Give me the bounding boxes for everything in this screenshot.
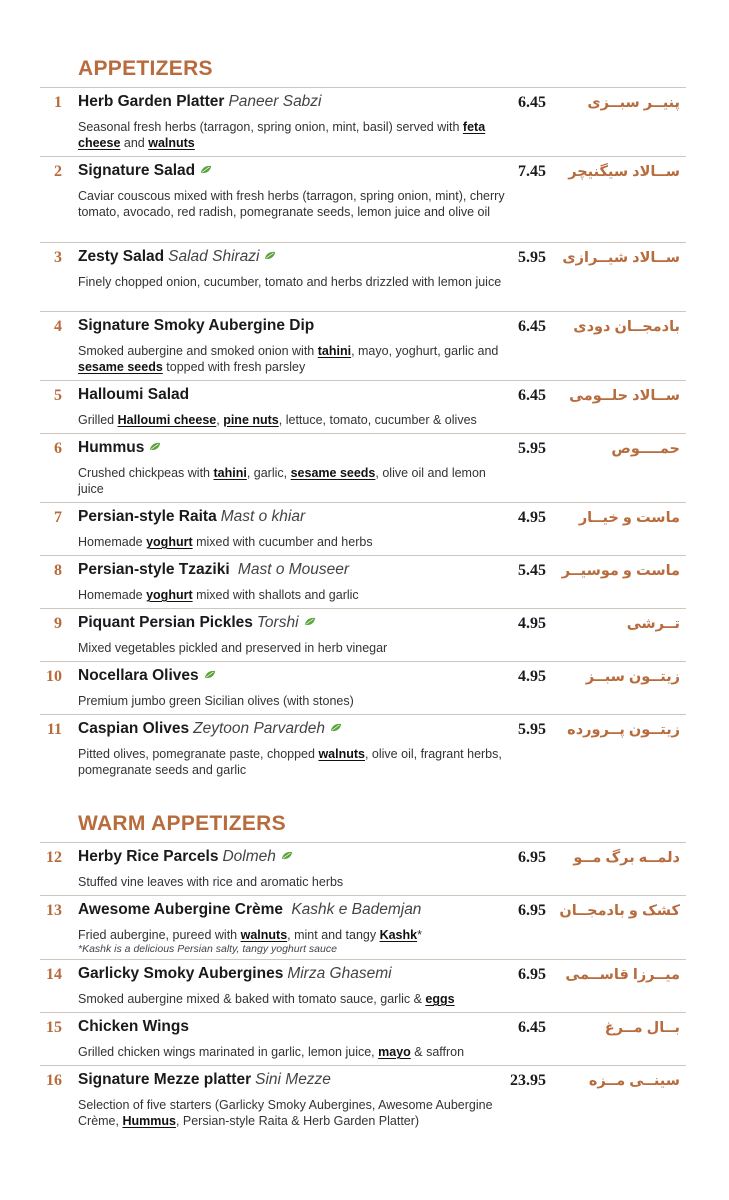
item-name: Garlicky Smoky Aubergines (78, 965, 284, 982)
item-number: 1 (54, 94, 62, 111)
item-name: Piquant Persian Pickles (78, 614, 253, 631)
item-title (78, 561, 349, 579)
description-text: Premium jumbo green Sicilian olives (with stones) (78, 694, 354, 708)
menu-item (40, 895, 686, 959)
item-price: 6.45 (518, 387, 546, 404)
menu-item (40, 842, 686, 895)
description-text: mixed with cucumber and herbs (192, 535, 373, 549)
item-title (78, 162, 212, 180)
menu-item (40, 242, 686, 311)
description-text: Crushed chickpeas with (78, 466, 214, 480)
item-farsi-name: ماست و خیــار (578, 510, 680, 526)
allergen-highlight: walnuts (148, 136, 195, 150)
item-number: 16 (46, 1072, 62, 1089)
item-title (78, 965, 392, 983)
item-title (78, 848, 293, 866)
item-persian-name: Dolmeh (222, 848, 276, 865)
vegetarian-leaf-icon (304, 617, 316, 626)
item-farsi-name: حمــــوص (611, 441, 680, 457)
item-price: 5.95 (518, 721, 546, 738)
description-text: Caviar couscous mixed with fresh herbs (tarragon, spring onion, mint), cherry tomato, avocado, red radish, pomegranate seeds, lemon juice and olive oil (78, 189, 505, 219)
item-persian-name: Mast o khiar (220, 508, 306, 525)
item-number: 5 (54, 387, 62, 404)
description-text: , mayo, yoghurt, garlic and (351, 344, 499, 358)
item-title (78, 1018, 189, 1036)
description-text: and (120, 136, 149, 150)
description-text: Smoked aubergine and smoked onion with (78, 344, 318, 358)
menu-item (40, 156, 686, 242)
item-number: 9 (54, 615, 62, 632)
allergen-highlight: Kashk (379, 928, 418, 942)
description-text: Seasonal fresh herbs (tarragon, spring onion, mint, basil) served with (78, 120, 463, 134)
item-name: Chicken Wings (78, 1018, 189, 1035)
item-price: 6.95 (518, 966, 546, 983)
description-text: Grilled chicken wings marinated in garlic, lemon juice, (78, 1045, 379, 1059)
item-number: 13 (46, 902, 62, 919)
item-name: Nocellara Olives (78, 667, 199, 684)
item-number: 10 (46, 668, 62, 685)
item-name: Herb Garden Platter (78, 93, 225, 110)
item-price: 5.95 (518, 440, 546, 457)
allergen-highlight: sesame seeds (78, 360, 163, 374)
menu-item (40, 1065, 686, 1128)
allergen-highlight: yoghurt (146, 535, 193, 549)
allergen-highlight: walnuts (318, 747, 365, 761)
allergen-highlight: tahini (213, 466, 247, 480)
item-price: 5.95 (518, 249, 546, 266)
item-farsi-name: تــرشی (626, 616, 680, 632)
item-name: Herby Rice Parcels (78, 848, 219, 865)
item-name: Persian-style Tzaziki (78, 561, 230, 578)
vegetarian-leaf-icon (264, 251, 276, 260)
item-persian-name: Sini Mezze (255, 1071, 331, 1088)
appetizers-list (40, 87, 686, 787)
item-price: 6.95 (518, 902, 546, 919)
item-description (78, 587, 508, 603)
allergen-highlight: yoghurt (146, 588, 193, 602)
item-farsi-name: بادمجــان دودی (573, 319, 680, 335)
item-persian-name: Paneer Sabzi (228, 93, 322, 110)
item-price: 6.45 (518, 318, 546, 335)
vegetarian-leaf-icon (200, 165, 212, 174)
item-number: 2 (54, 163, 62, 180)
item-description (78, 119, 508, 151)
item-number: 6 (54, 440, 62, 457)
item-persian-name: Mast o Mouseer (233, 561, 350, 578)
item-persian-name: Torshi (256, 614, 299, 631)
description-text: Smoked aubergine mixed & baked with tomato sauce, garlic & (78, 992, 426, 1006)
item-price: 6.45 (518, 1019, 546, 1036)
description-text: Mixed vegetables pickled and preserved in herb vinegar (78, 641, 388, 655)
description-text: Homemade (78, 588, 147, 602)
item-farsi-name: ســالاد سیگنیچر (568, 164, 680, 180)
allergen-highlight: mayo (378, 1045, 411, 1059)
allergen-highlight: pine nuts (223, 413, 279, 427)
item-farsi-name: زیتــون سبــز (585, 669, 680, 685)
description-text: Fried aubergine, pureed with (78, 928, 241, 942)
item-description (78, 746, 508, 778)
vegetarian-leaf-icon (281, 851, 293, 860)
item-price: 7.45 (518, 163, 546, 180)
allergen-highlight: Hummus (122, 1114, 176, 1128)
item-number: 11 (46, 721, 62, 738)
description-text: , garlic, (246, 466, 291, 480)
item-price: 4.95 (518, 615, 546, 632)
menu-item (40, 661, 686, 714)
item-description (78, 1044, 508, 1060)
item-farsi-name: زیتــون پــرورده (567, 722, 680, 738)
allergen-highlight: walnuts (240, 928, 288, 942)
item-persian-name: Salad Shirazi (168, 248, 260, 265)
vegetarian-leaf-icon (149, 442, 161, 451)
item-farsi-name: ســالاد شیــرازی (562, 250, 680, 266)
description-text: , Persian-style Raita & Herb Garden Platter) (175, 1114, 420, 1128)
vegetarian-leaf-icon (204, 670, 216, 679)
description-text: , lettuce, tomato, cucumber & olives (278, 413, 477, 427)
item-farsi-name: سینــی مــزه (588, 1073, 680, 1089)
section-title-appetizers: APPETIZERS (78, 57, 213, 80)
description-text: mixed with shallots and garlic (192, 588, 359, 602)
item-title (78, 248, 276, 266)
item-title (78, 386, 189, 404)
item-farsi-name: ســالاد حلــومی (569, 388, 680, 404)
item-price: 4.95 (518, 509, 546, 526)
item-number: 7 (54, 509, 62, 526)
item-price: 5.45 (518, 562, 546, 579)
item-description (78, 693, 508, 709)
allergen-highlight: Halloumi cheese (117, 413, 217, 427)
item-description (78, 534, 508, 550)
description-text: Pitted olives, pomegranate paste, chopped (78, 747, 319, 761)
menu-item (40, 502, 686, 555)
item-description (78, 927, 508, 955)
item-name: Hummus (78, 439, 145, 456)
description-text: Grilled (78, 413, 118, 427)
item-description (78, 991, 508, 1007)
allergen-highlight: eggs (425, 992, 455, 1006)
item-title (78, 439, 161, 457)
item-description (78, 874, 508, 890)
item-name: Awesome Aubergine Crème (78, 901, 284, 918)
item-description (78, 274, 508, 290)
menu-item (40, 87, 686, 156)
allergen-highlight: feta cheese (78, 120, 486, 150)
item-number: 14 (46, 966, 62, 983)
description-text: Selection of five starters (Garlicky Smoky Aubergines, Awesome Aubergine Crème, (78, 1098, 493, 1128)
item-description (78, 188, 508, 220)
description-text: Finely chopped onion, cucumber, tomato and herbs drizzled with lemon juice (78, 275, 502, 289)
item-name: Signature Salad (78, 162, 196, 179)
item-title (78, 1071, 331, 1089)
item-price: 6.45 (518, 94, 546, 111)
menu-item (40, 1012, 686, 1065)
allergen-highlight: tahini (317, 344, 352, 358)
item-name: Caspian Olives (78, 720, 190, 737)
section-title-warm-appetizers: WARM APPETIZERS (78, 812, 286, 835)
item-farsi-name: کشک و بادمجــان (559, 903, 680, 919)
item-name: Persian-style Raita (78, 508, 217, 525)
item-farsi-name: دلمــه برگ مــو (573, 850, 680, 866)
allergen-highlight: sesame seeds (290, 466, 376, 480)
menu-item (40, 555, 686, 608)
item-name: Zesty Salad (78, 248, 165, 265)
item-price: 4.95 (518, 668, 546, 685)
warm-appetizers-list (40, 842, 686, 1128)
item-title (78, 614, 316, 632)
item-name: Signature Smoky Aubergine Dip (78, 317, 315, 334)
menu-item (40, 433, 686, 502)
description-text: & saffron (410, 1045, 465, 1059)
menu-item (40, 714, 686, 787)
item-price: 23.95 (510, 1072, 546, 1089)
item-title (78, 667, 216, 685)
item-description (78, 465, 508, 497)
description-text: , olive oil and lemon juice (78, 466, 486, 496)
item-farsi-name: میــرزا قاســمی (565, 967, 680, 983)
description-text: * (417, 928, 422, 942)
item-persian-name: Kashk e Bademjan (287, 901, 422, 918)
item-persian-name: Mirza Ghasemi (287, 965, 392, 982)
item-number: 4 (54, 318, 62, 335)
item-description (78, 343, 508, 375)
item-title (78, 720, 342, 738)
item-price: 6.95 (518, 849, 546, 866)
item-name: Halloumi Salad (78, 386, 190, 403)
item-description (78, 640, 508, 656)
item-footnote: *Kashk is a delicious Persian salty, tangy yoghurt sauce (78, 943, 337, 955)
item-title (78, 317, 314, 335)
item-number: 8 (54, 562, 62, 579)
item-number: 3 (54, 249, 62, 266)
item-description (78, 412, 508, 428)
item-title (78, 901, 421, 919)
item-farsi-name: بــال مــرغ (604, 1020, 680, 1036)
item-description (78, 1097, 508, 1129)
description-text: topped with fresh parsley (162, 360, 306, 374)
item-title (78, 93, 322, 111)
menu-item (40, 311, 686, 380)
description-text: , mint and tangy (287, 928, 380, 942)
item-number: 15 (46, 1019, 62, 1036)
description-text: , (216, 413, 224, 427)
menu-item (40, 959, 686, 1012)
item-title (78, 508, 305, 526)
description-text: Homemade (78, 535, 147, 549)
description-text: Stuffed vine leaves with rice and aromatic herbs (78, 875, 344, 889)
description-text: , olive oil, fragrant herbs, pomegranate seeds and garlic (78, 747, 502, 777)
item-name: Signature Mezze platter (78, 1071, 252, 1088)
menu-item (40, 380, 686, 433)
vegetarian-leaf-icon (330, 723, 342, 732)
item-persian-name: Zeytoon Parvardeh (193, 720, 325, 737)
item-farsi-name: ماست و موسیــر (561, 563, 680, 579)
item-number: 12 (46, 849, 62, 866)
menu-item (40, 608, 686, 661)
item-farsi-name: پنیــر سبــزی (587, 95, 680, 111)
